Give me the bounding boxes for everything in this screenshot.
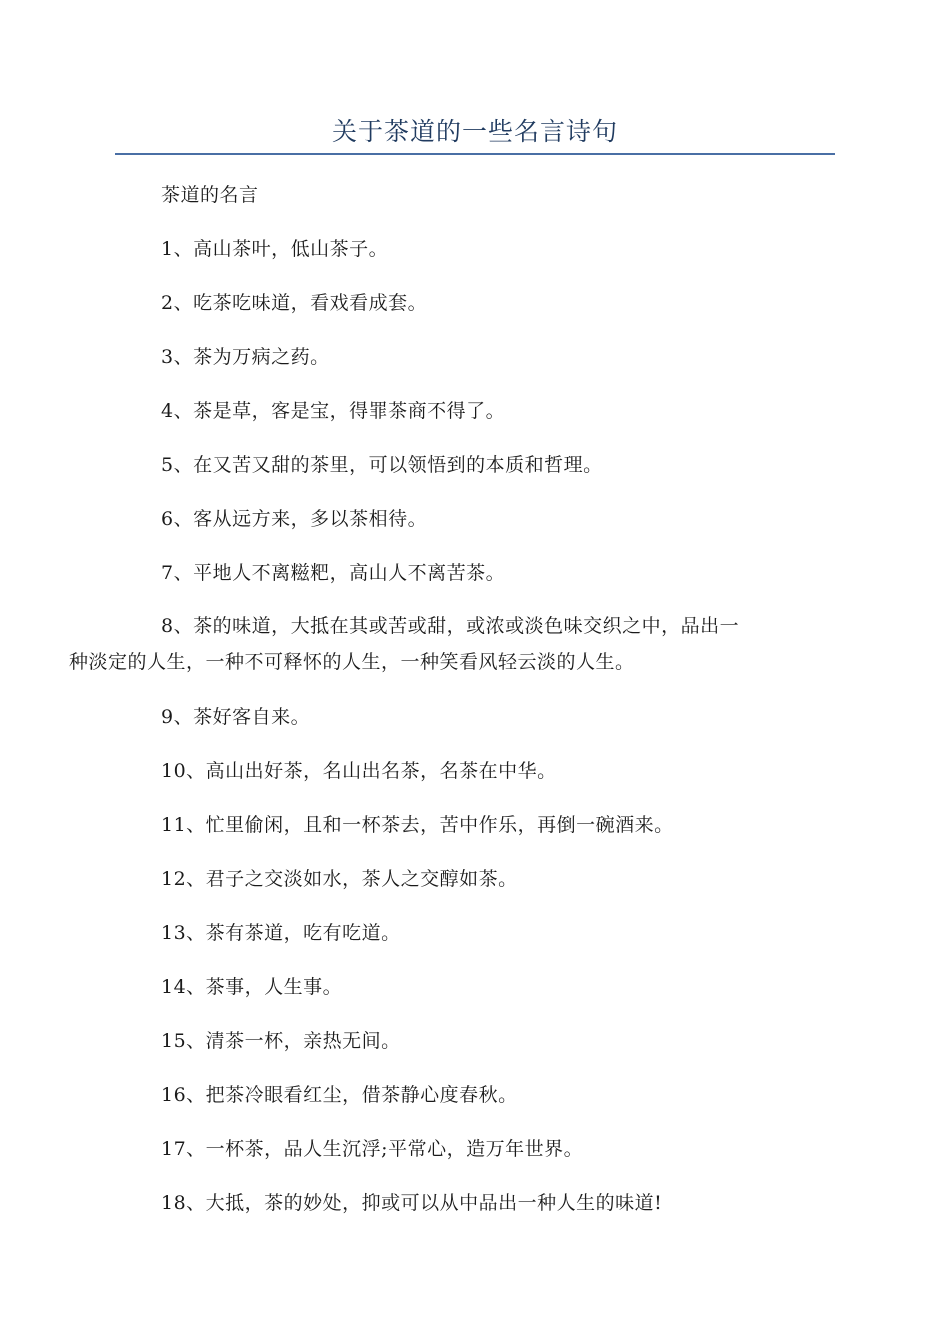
quote-item: 1、高山茶叶，低山茶子。 (161, 238, 389, 260)
quote-line: 种淡定的人生，一种不可释怀的人生，一种笑看风轻云淡的人生。 (69, 651, 635, 673)
quote-item: 15、清茶一杯，亲热无间。 (161, 1030, 401, 1052)
quote-item: 7、平地人不离糍粑，高山人不离苦茶。 (161, 562, 506, 584)
quote-item: 4、茶是草，客是宝，得罪茶商不得了。 (161, 400, 506, 422)
quote-line: 8、茶的味道，大抵在其或苦或甜，或浓或淡色味交织之中，品出一 (161, 615, 740, 637)
document-title: 关于茶道的一些名言诗句 (331, 117, 618, 146)
quote-item: 16、把茶冷眼看红尘，借茶静心度春秋。 (161, 1084, 518, 1106)
quote-item: 18、大抵，茶的妙处，抑或可以从中品出一种人生的味道! (161, 1192, 663, 1214)
quote-item: 3、茶为万病之药。 (161, 346, 330, 368)
quote-item: 14、茶事，人生事。 (161, 976, 343, 998)
quote-item-multiline (69, 608, 835, 680)
quote-item: 9、茶好客自来。 (161, 706, 311, 728)
quote-item: 5、在又苦又甜的茶里，可以领悟到的本质和哲理。 (161, 454, 603, 476)
quote-item: 2、吃茶吃味道，看戏看成套。 (161, 292, 428, 314)
quote-item: 11、忙里偷闲，且和一杯茶去，苦中作乐，再倒一碗酒来。 (161, 814, 674, 836)
quote-item: 6、客从远方来，多以茶相待。 (161, 508, 428, 530)
quote-item: 13、茶有茶道，吃有吃道。 (161, 922, 401, 944)
section-heading: 茶道的名言 (161, 184, 259, 206)
title-underline (115, 153, 835, 155)
document-body (69, 176, 835, 1238)
quote-item: 17、一杯茶，品人生沉浮;平常心，造万年世界。 (161, 1138, 584, 1160)
quote-item: 10、高山出好茶，名山出名茶，名茶在中华。 (161, 760, 557, 782)
quote-item: 12、君子之交淡如水，茶人之交醇如茶。 (161, 868, 518, 890)
